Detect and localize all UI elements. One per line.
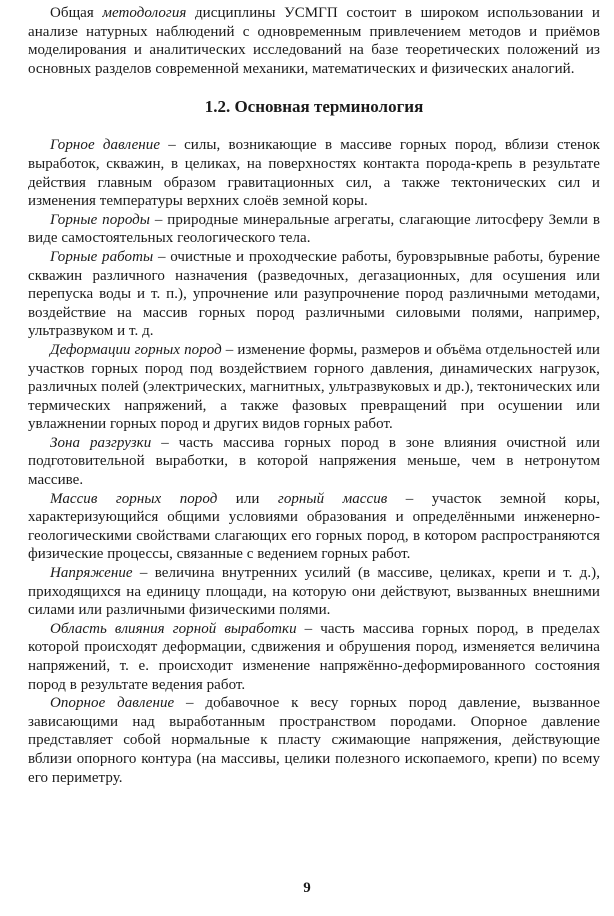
definition-paragraph <box>28 564 600 620</box>
intro-text-before: Общая <box>50 5 103 21</box>
definition-paragraph <box>28 136 600 210</box>
definition-paragraph <box>28 694 600 787</box>
definition-text: – величина внутренних усилий (в массиве, целиках, крепи и т. д.), приходящихся на единицу площади, на которую они действуют, вызванных внешними силами или различными физическими полями. <box>28 565 600 619</box>
definition-term: Напряжение <box>50 565 133 582</box>
section-heading: 1.2. Основная терминология <box>204 97 424 117</box>
definition-paragraph <box>28 211 600 248</box>
definition-term-alt: горный массив <box>277 490 388 507</box>
intro-text-after: дисциплины УСМГП состоит в широком использовании и анализе натурных наблюдений с одновременным привлечением методов и приёмов моделирования и аналитических исследований на базе теоретических положений из основных разделов современной механики, математических и физических аналогий. <box>28 5 600 77</box>
definition-term: Массив горных пород <box>50 490 218 507</box>
intro-term: методология <box>102 5 187 21</box>
definition-text: – силы, возникающие в массиве горных пород, вблизи стенок выработок, скважин, в целиках, на поверхностях контакта порода-крепь в результате действия главным образом гравитационных сил, а также тектонических сил и изменения температуры верхних слоёв земной коры. <box>28 137 600 210</box>
definition-paragraph <box>28 341 600 434</box>
definition-paragraph <box>28 620 600 694</box>
definition-term: Деформации горных пород <box>50 341 222 358</box>
definition-text: – изменение формы, размеров и объёма отдельностей или участков горных пород под воздействием горного давления, динамических нагрузок, различных полей (электрических, магнитных, ультразвуковых и др.), тектонических или термических напряжений, а также фазовых превращений при осушении или увлажнении горных пород и других видов горных работ. <box>28 341 600 433</box>
definition-text: – очистные и проходческие работы, буровзрывные работы, бурение скважин различного назначения (разведочных, дегазационных, для осушения или перепуска воды и т. п.), упрочнение или разупрочнение пород различными методами, воздействие на массив горных пород различными силовыми полями, например, ультразвуком и т. д. <box>28 248 600 340</box>
definition-term: Горное давление <box>50 137 161 154</box>
definition-text: – часть массива горных пород, в пределах которой происходят деформации, сдвижения и обрушения пород, изменяется величина напряжений, т. е. происходит изменение напряжённо-деформированного состояния пород в результате ведения работ. <box>28 620 600 693</box>
page-number: 9 <box>303 880 311 896</box>
definition-text: – природные минеральные агрегаты, слагающие литосферу Земли в виде самостоятельных геологического тела. <box>28 211 600 247</box>
definition-connector: или <box>217 490 278 507</box>
definition-term: Область влияния горной выработки <box>50 620 297 637</box>
definition-term: Опорное давление <box>50 695 175 712</box>
definition-text: – добавочное к весу горных пород давление, вызванное зависающими над выработанным пространством породами. Опорное давление представляет собой нормальные к пласту сжимающие напряжения, действующие вблизи опорного контура (на массивы, целики полезного ископаемого, крепи) по всему его периметру. <box>28 695 600 786</box>
intro-paragraph <box>28 4 600 78</box>
definition-paragraph <box>28 490 600 564</box>
definition-term: Горные работы <box>50 248 154 265</box>
definition-paragraph <box>28 434 600 490</box>
definition-text: – часть массива горных пород в зоне влияния очистной или подготовительной выработки, в которой напряжения меньше, чем в нетронутом массиве. <box>28 434 600 489</box>
definition-paragraph <box>28 248 600 341</box>
definition-term: Горные породы <box>50 211 151 228</box>
definition-term: Зона разгрузки <box>50 434 152 451</box>
definition-text: – участок земной коры, характеризующийся общими условиями образования и определёнными инженерно-геологическими свойствами слагающих его горных пород, в котором распространяются физические процессы, связанные с ведением горных работ. <box>28 490 600 563</box>
